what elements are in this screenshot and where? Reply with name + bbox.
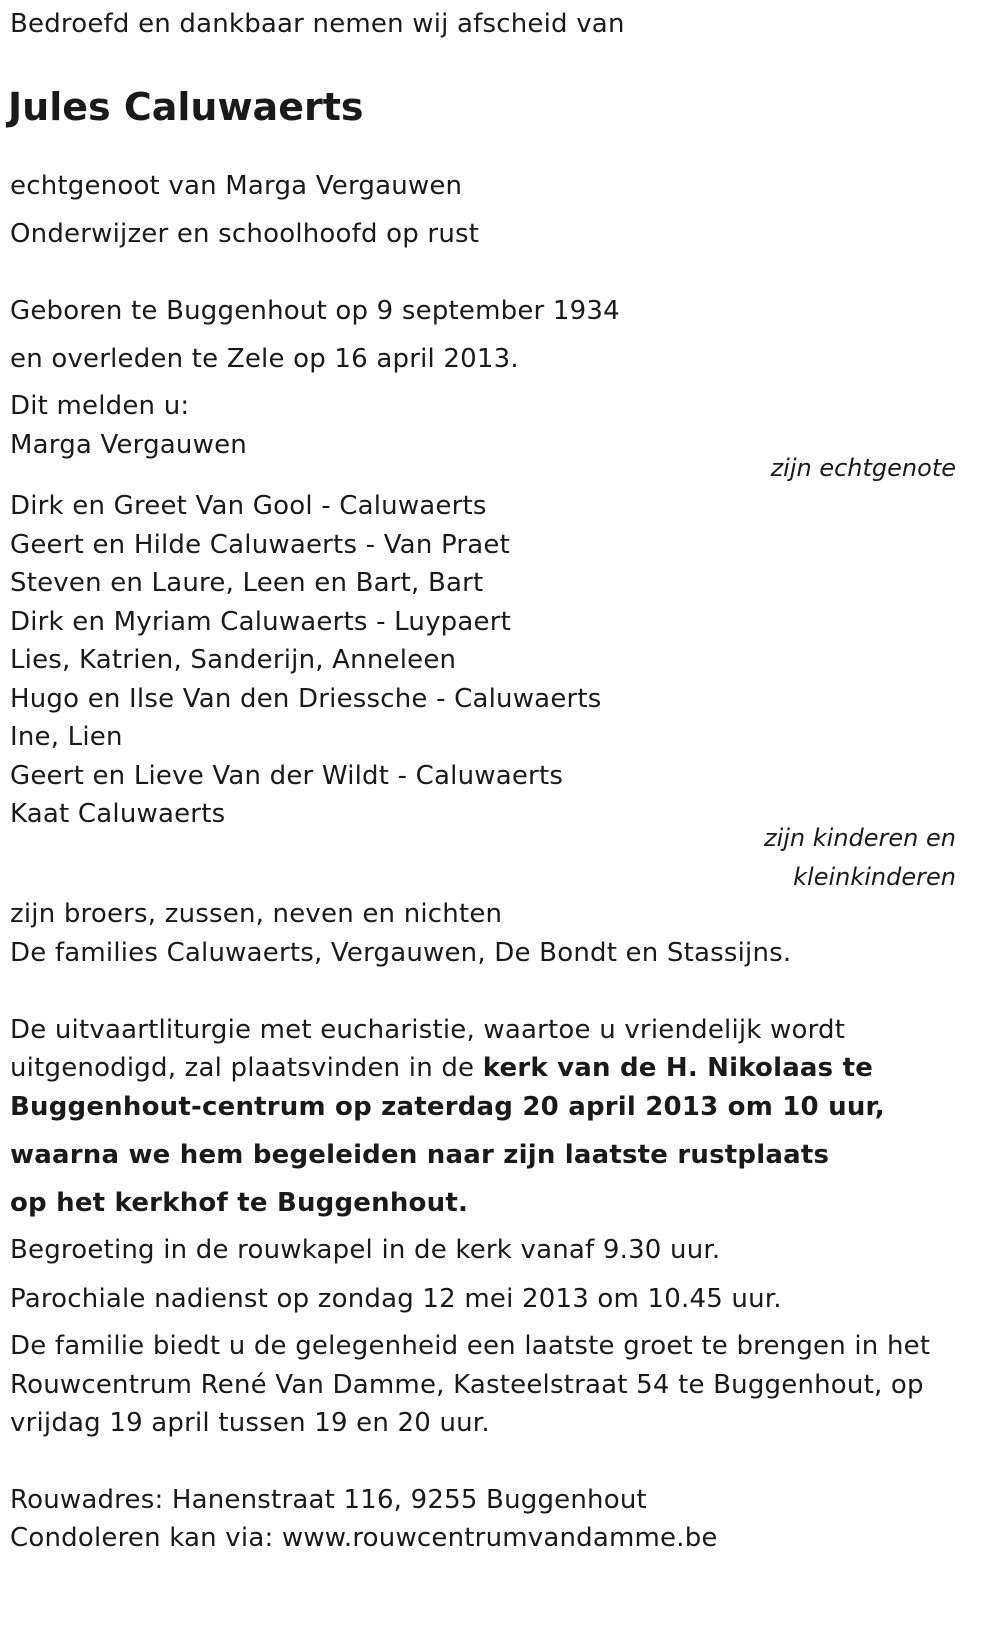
children-role: zijn kinderen en <box>764 824 956 852</box>
condolence-line: Condoleren kan via: www.rouwcentrumvandamme.be <box>10 1523 718 1553</box>
child-line: Geert en Lieve Van der Wildt - Caluwaerts <box>10 761 564 791</box>
intro-text: Bedroefd en dankbaar nemen wij afscheid van <box>10 9 625 39</box>
spouse-line: echtgenoot van Marga Vergauwen <box>10 171 463 201</box>
profession-line: Onderwijzer en schoolhoofd op rust <box>10 219 480 249</box>
service-line-2-normal: uitgenodigd, zal plaatsvinden in de <box>10 1053 483 1083</box>
address-line: Rouwadres: Hanenstraat 116, 9255 Buggenhout <box>10 1485 647 1515</box>
birth-line: Geboren te Buggenhout op 9 september 1934 <box>10 296 620 326</box>
service-line-5: op het kerkhof te Buggenhout. <box>10 1188 469 1218</box>
announce-line: Dit melden u: <box>10 391 190 421</box>
child-line: Ine, Lien <box>10 722 123 752</box>
parish-line: Parochiale nadienst op zondag 12 mei 2013 om 10.45 uur. <box>10 1284 782 1314</box>
siblings-line: zijn broers, zussen, neven en nichten <box>10 899 503 929</box>
service-line-2 <box>10 1052 873 1084</box>
children-role: kleinkinderen <box>793 863 956 891</box>
child-line: Dirk en Greet Van Gool - Caluwaerts <box>10 491 487 521</box>
visit-line: Rouwcentrum René Van Damme, Kasteelstraat 54 te Buggenhout, op <box>10 1370 924 1400</box>
death-line: en overleden te Zele op 16 april 2013. <box>10 344 519 374</box>
church-name: kerk van de H. Nikolaas te <box>482 1053 874 1083</box>
deceased-name: Jules Caluwaerts <box>8 85 364 129</box>
service-line-1: De uitvaartliturgie met eucharistie, waartoe u vriendelijk wordt <box>10 1015 846 1045</box>
child-line: Steven en Laure, Leen en Bart, Bart <box>10 568 484 598</box>
families-line: De families Caluwaerts, Vergauwen, De Bondt en Stassijns. <box>10 938 792 968</box>
greeting-line: Begroeting in de rouwkapel in de kerk vanaf 9.30 uur. <box>10 1235 721 1265</box>
child-line: Geert en Hilde Caluwaerts - Van Praet <box>10 530 510 560</box>
child-line: Kaat Caluwaerts <box>10 799 226 829</box>
service-line-3: Buggenhout-centrum op zaterdag 20 april 2013 om 10 uur, <box>10 1092 885 1122</box>
wife-name: Marga Vergauwen <box>10 430 247 460</box>
wife-role: zijn echtgenote <box>770 454 956 482</box>
visit-line: vrijdag 19 april tussen 19 en 20 uur. <box>10 1408 490 1438</box>
child-line: Hugo en Ilse Van den Driessche - Caluwaerts <box>10 684 602 714</box>
child-line: Dirk en Myriam Caluwaerts - Luypaert <box>10 607 511 637</box>
child-line: Lies, Katrien, Sanderijn, Anneleen <box>10 645 457 675</box>
service-line-4: waarna we hem begeleiden naar zijn laatste rustplaats <box>10 1140 830 1170</box>
visit-line: De familie biedt u de gelegenheid een laatste groet te brengen in het <box>10 1331 931 1361</box>
